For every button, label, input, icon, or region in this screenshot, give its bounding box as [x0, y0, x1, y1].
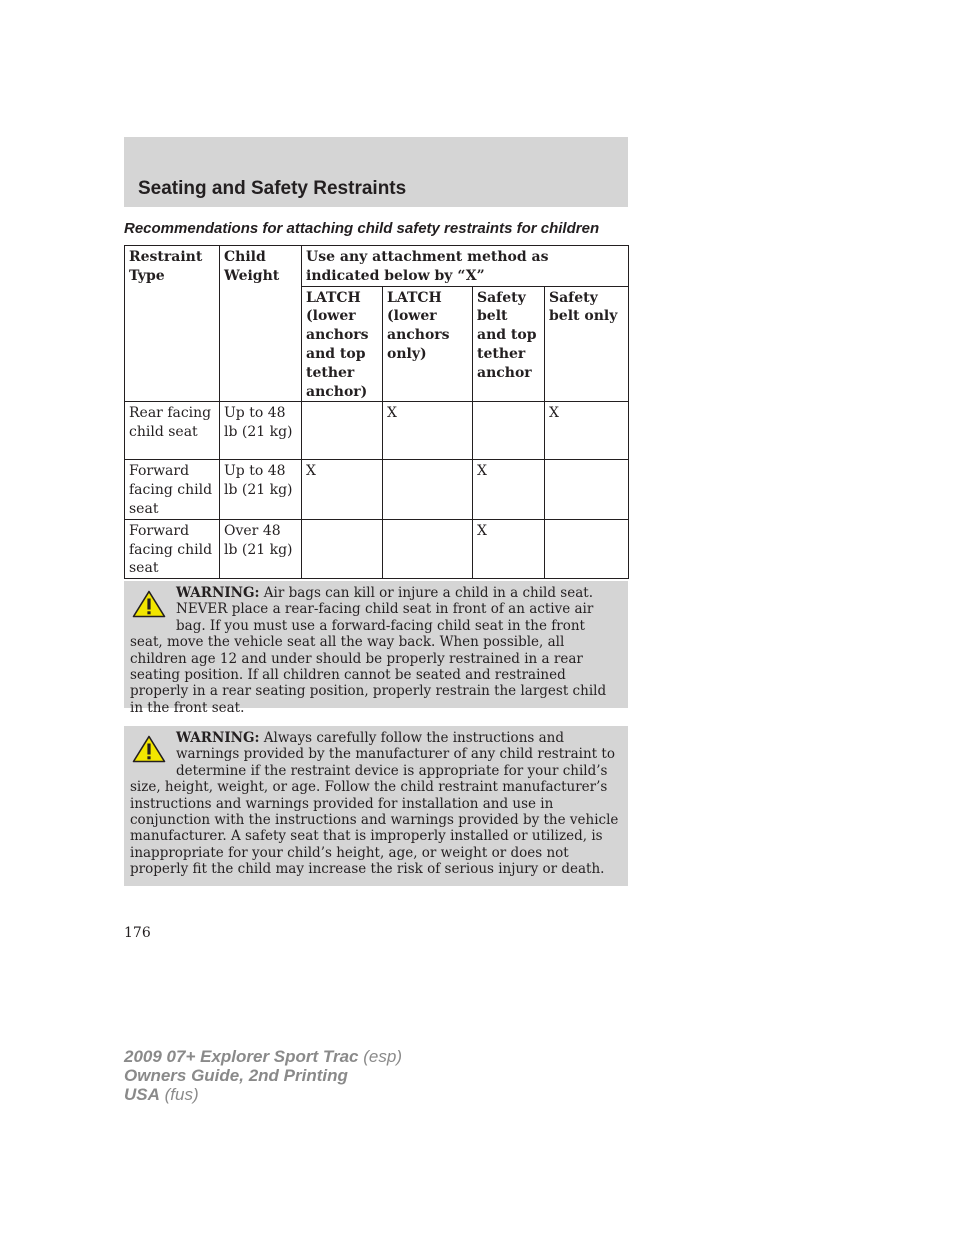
child-weight-cell: Up to 48 lb (21 kg)	[220, 402, 302, 460]
warning-text: Air bags can kill or injure a child in a child seat. NEVER place a rear-facing child seat in front of an active air bag. If you must use a forward-facing child seat in the front seat, move the vehicle seat all the way back. When possible, all children age 12 and under should be properly restrained in a rear seating position. If all children cannot be seated and restrained properly in a rear seating position, properly restrain the largest child in the front seat.	[130, 585, 607, 716]
table-row	[125, 460, 629, 519]
method-mark-cell: X	[302, 460, 383, 519]
table-header-row	[125, 246, 629, 287]
method-header-latch-tether: LATCH (lower anchors and top tether anchor)	[302, 286, 383, 402]
restraint-table	[124, 245, 629, 579]
method-mark-cell: X	[473, 519, 545, 578]
footer-model: 2009 07+ Explorer Sport Trac	[124, 1047, 359, 1066]
method-header-latch-only: LATCH (lower anchors only)	[383, 286, 473, 402]
restraint-type-header: Restraint Type	[125, 246, 220, 402]
table-subtitle: Recommendations for attaching child safety restraints for children	[124, 220, 600, 237]
child-weight-header: Child Weight	[220, 246, 302, 402]
method-header-belt-tether: Safety belt and top tether anchor	[473, 286, 545, 402]
footer-market: USA	[124, 1085, 160, 1104]
method-mark-cell	[473, 402, 545, 460]
child-weight-cell: Over 48 lb (21 kg)	[220, 519, 302, 578]
method-mark-cell	[545, 460, 629, 519]
warning-label: WARNING:	[176, 730, 260, 746]
method-mark-cell: X	[473, 460, 545, 519]
method-mark-cell	[302, 402, 383, 460]
child-weight-cell: Up to 48 lb (21 kg)	[220, 460, 302, 519]
method-header-belt-only: Safety belt only	[545, 286, 629, 402]
method-mark-cell	[302, 519, 383, 578]
table-row	[125, 402, 629, 460]
child-restraint-warning-box	[124, 726, 628, 886]
page-number: 176	[124, 925, 151, 941]
warning-triangle-icon	[132, 735, 166, 763]
footer-line-3	[124, 1085, 402, 1104]
method-mark-cell: X	[383, 402, 473, 460]
warning-text: Always carefully follow the instructions and warnings provided by the manufacturer of any child restraint to determine if the restraint device is appropriate for your child’s size, height, weight, or age. Follow the child restraint manufacturer’s instructions and warnings provided for installation and use in conjunction with the instructions and warnings provided by the vehicle manufacturer. A safety seat that is improperly installed or utilized, is inappropriate for your child’s height, age, or weight or does not properly fit the child may increase the risk of serious injury or death.	[130, 730, 619, 878]
section-title: Seating and Safety Restraints	[138, 178, 407, 199]
footer-market-code: (fus)	[164, 1085, 199, 1104]
restraint-type-cell: Forward facing child seat	[125, 460, 220, 519]
footer-line-1	[124, 1047, 402, 1066]
footer-model-code: (esp)	[363, 1047, 402, 1066]
restraint-type-cell: Forward facing child seat	[125, 519, 220, 578]
attachment-method-header: Use any attachment method as indicated below by “X”	[302, 246, 629, 287]
method-mark-cell	[383, 519, 473, 578]
warning-label: WARNING:	[176, 585, 260, 601]
method-mark-cell	[383, 460, 473, 519]
document-footer	[124, 1047, 402, 1104]
method-mark-cell	[545, 519, 629, 578]
footer-line-2: Owners Guide, 2nd Printing	[124, 1066, 348, 1085]
airbag-warning-box	[124, 581, 628, 716]
table-row	[125, 519, 629, 578]
section-header-bar	[124, 137, 628, 207]
method-mark-cell: X	[545, 402, 629, 460]
restraint-type-cell: Rear facing child seat	[125, 402, 220, 460]
warning-triangle-icon	[132, 590, 166, 618]
